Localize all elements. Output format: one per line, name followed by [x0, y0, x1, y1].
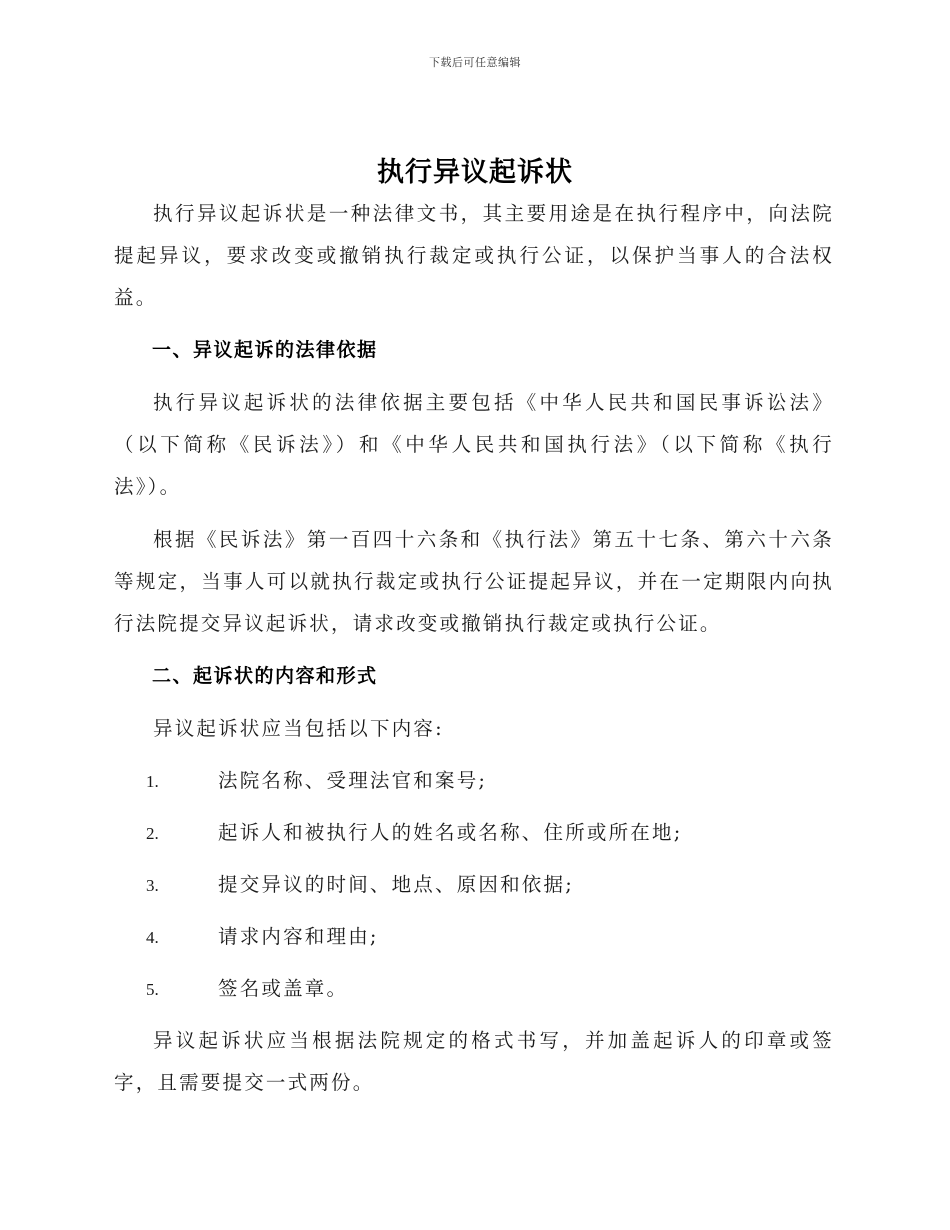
section-1-heading: 一、异议起诉的法律依据 [152, 339, 378, 361]
list-item-number: 5. [146, 980, 159, 999]
section-2-closing: 异议起诉状应当根据法院规定的格式书写，并加盖起诉人的印章或签字，且需要提交一式两份。 [114, 1029, 834, 1094]
list-item [114, 916, 834, 958]
spacer [114, 371, 834, 382]
section-1-paragraph: 执行异议起诉状的法律依据主要包括《中华人民共和国民事诉讼法》（以下简称《民诉法》）和《中华人民共和国执行法》（以下简称《执行法》）。 [114, 391, 834, 498]
section-2-lead: 异议起诉状应当包括以下内容: [153, 717, 444, 740]
section-1-paragraph: 根据《民诉法》第一百四十六条和《执行法》第五十七条、第六十六条等规定，当事人可以就执行裁定或执行公证提起异议，并在一定期限内向执行法院提交异议起诉状，请求改变或撤销执行裁定或执行公证。 [114, 528, 834, 635]
list-item [114, 864, 834, 906]
list-item-text: 提交异议的时间、地点、原因和依据; [218, 873, 574, 896]
spacer [114, 645, 834, 655]
document-body [114, 193, 834, 1104]
spacer [114, 319, 834, 329]
section-2-heading: 二、起诉状的内容和形式 [152, 665, 378, 687]
list-item-text: 签名或盖章。 [218, 977, 349, 1000]
list-item-number: 3. [146, 876, 159, 895]
list-item-number: 4. [146, 928, 159, 947]
list-item [114, 760, 834, 802]
list-item-text: 起诉人和被执行人的姓名或名称、住所或所在地; [218, 821, 683, 844]
page-header-note: 下载后可任意编辑 [429, 56, 521, 69]
list-item [114, 968, 834, 1010]
list-item-number: 2. [146, 824, 159, 843]
list-item-text: 法院名称、受理法官和案号; [218, 769, 488, 792]
list-item-text: 请求内容和理由; [218, 925, 379, 948]
spacer [114, 508, 834, 519]
intro-paragraph: 执行异议起诉状是一种法律文书，其主要用途是在执行程序中，向法院提起异议，要求改变或撤销执行裁定或执行公证，以保护当事人的合法权益。 [114, 202, 834, 309]
list-item [114, 812, 834, 854]
list-item-number: 1. [146, 772, 159, 791]
spacer [114, 697, 834, 708]
document-title: 执行异议起诉状 [377, 157, 573, 188]
